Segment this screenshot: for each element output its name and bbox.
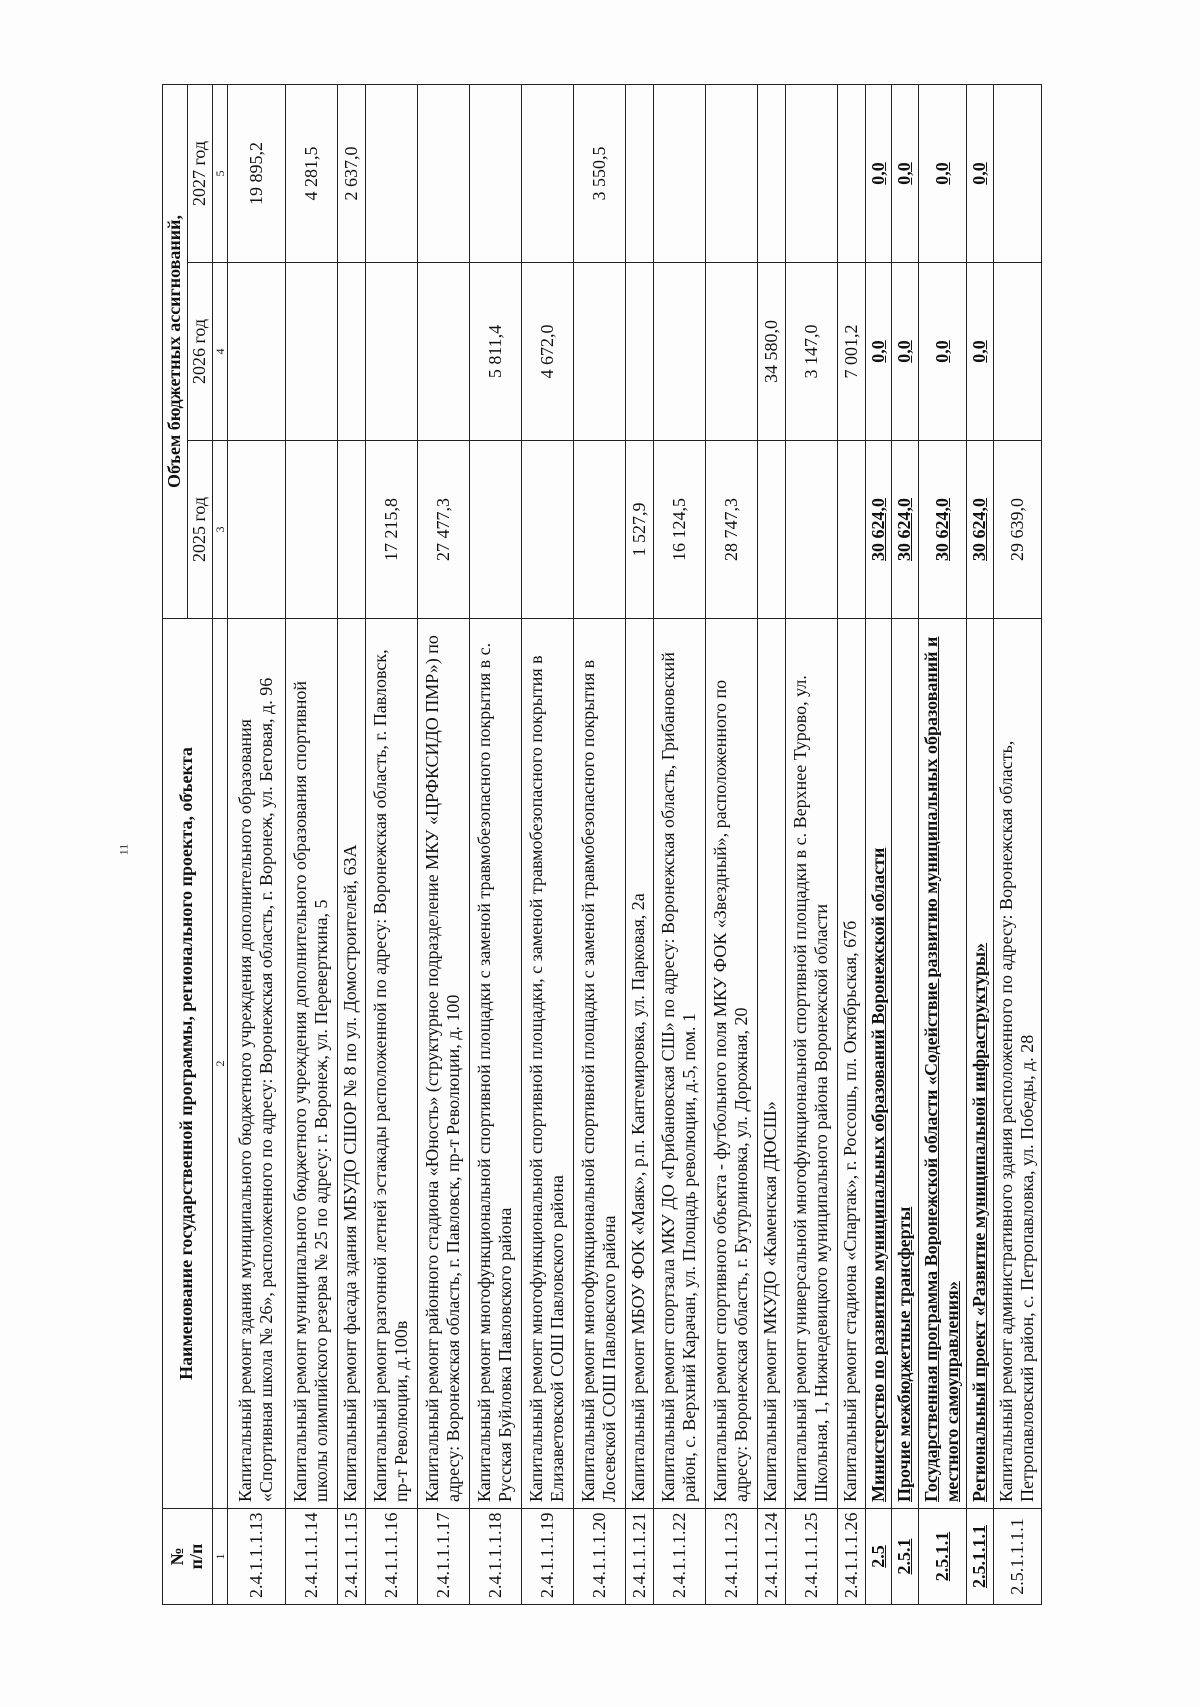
row-name: Капитальный ремонт разгонной летней эстакады расположенной по адресу: Воронежская область, г. Павловск, пр-т Революции, д.100в [365,619,417,1509]
row-number: 2.4.1.1.1.22 [653,1509,705,1605]
row-name: Региональный проект «Развитие муниципальной инфраструктуры» [966,619,993,1509]
row-name: Капитальный ремонт многофункциональной спортивной площадки с заменой травмобезопасного покрытия в с. Русская Буйловка Павловского района [469,619,521,1509]
value-2027: 0,0 [865,85,892,263]
value-2025 [785,441,837,619]
row-name: Государственная программа Воронежской области «Содействие развитию муниципальных образований и местного самоуправления» [918,619,966,1509]
table-row [865,85,892,1605]
table-row [993,85,1041,1605]
row-name: Капитальный ремонт стадиона «Спартак», г. Россошь, пл. Октябрьская, 67б [837,619,865,1509]
row-number: 2.5.1.1 [918,1509,966,1605]
value-2026 [653,263,705,441]
table-row [785,85,837,1605]
value-2026: 0,0 [966,263,993,441]
value-2025 [337,441,365,619]
value-2025 [757,441,785,619]
value-2026 [417,263,469,441]
header-year-2025: 2025 год [187,441,212,619]
table-row [521,85,573,1605]
header-year-2026: 2026 год [187,263,212,441]
table-row [285,85,337,1605]
value-2025 [521,441,573,619]
value-2025: 16 124,5 [653,441,705,619]
value-2027: 0,0 [918,85,966,263]
row-number: 2.4.1.1.1.18 [469,1509,521,1605]
value-2025: 30 624,0 [918,441,966,619]
value-2025: 30 624,0 [966,441,993,619]
row-number: 2.5.1.1.1 [966,1509,993,1605]
value-2025: 17 215,8 [365,441,417,619]
value-2027 [625,85,653,263]
table-row [705,85,757,1605]
value-2027 [417,85,469,263]
value-2025: 30 624,0 [865,441,892,619]
value-2026 [573,263,625,441]
value-2027 [365,85,417,263]
row-name: Министерство по развитию муниципальных образований Воронежской области [865,619,892,1509]
header-num: № п/п [163,1509,213,1605]
row-number: 2.4.1.1.1.21 [625,1509,653,1605]
value-2025 [285,441,337,619]
row-name: Капитальный ремонт муниципального бюджетного учреждения дополнительного образования спортивной школы олимпийского резерва № 25 по адресу: г. Воронеж, ул. Переверткина, 5 [285,619,337,1509]
value-2026: 34 580,0 [757,263,785,441]
value-2026 [227,263,285,441]
value-2026 [705,263,757,441]
page-number: 11 [116,843,131,856]
table-row [227,85,285,1605]
table-row [365,85,417,1605]
row-name: Капитальный ремонт МБОУ ФОК «Маяк», р.п. Кантемировка, ул. Парковая, 2а [625,619,653,1509]
row-name: Прочие межбюджетные трансферты [892,619,919,1509]
value-2026: 4 672,0 [521,263,573,441]
value-2027: 3 550,5 [573,85,625,263]
value-2026 [365,263,417,441]
table-row [469,85,521,1605]
column-index: 2 [212,619,227,1509]
row-number: 2.5.1.1.1.1 [993,1509,1041,1605]
row-number: 2.4.1.1.1.26 [837,1509,865,1605]
budget-table [162,84,1042,1605]
value-2027 [757,85,785,263]
row-name: Капитальный ремонт спортивного объекта - футбольного поля МКУ ФОК «Звездный», расположенного по адресу: Воронежская область, г. Бутурлиновка, ул. Дорожная, 20 [705,619,757,1509]
value-2025: 1 527,9 [625,441,653,619]
table-row [892,85,919,1605]
row-number: 2.4.1.1.1.13 [227,1509,285,1605]
value-2026: 3 147,0 [785,263,837,441]
row-name: Капитальный ремонт здания муниципального бюджетного учреждения дополнительного образования «Спортивная школа № 26», расположенного по адресу: Воронежская область, г. Воронеж, ул. Беговая, д. 96 [227,619,285,1509]
value-2027: 0,0 [892,85,919,263]
column-index: 4 [212,263,227,441]
value-2025 [227,441,285,619]
table-row [757,85,785,1605]
header-name: Наименование государственной программы, регионального проекта, объекта [163,619,213,1509]
row-name: Капитальный ремонт МКУДО «Каменская ДЮСШ» [757,619,785,1509]
value-2026 [337,263,365,441]
row-number: 2.4.1.1.1.14 [285,1509,337,1605]
table-row [918,85,966,1605]
value-2026 [285,263,337,441]
row-number: 2.4.1.1.1.19 [521,1509,573,1605]
row-number: 2.4.1.1.1.23 [705,1509,757,1605]
row-name: Капитальный ремонт спортзала МКУ ДО «Грибановская СШ» по адресу: Воронежская область, Грибановский район, с. Верхний Карачан, ул. Площадь революции, д.5, пом. 1 [653,619,705,1509]
value-2027 [785,85,837,263]
column-index: 3 [212,441,227,619]
value-2027 [521,85,573,263]
value-2026 [993,263,1041,441]
row-name: Капитальный ремонт универсальной многофункциональной спортивной площадки в с. Верхнее Турово, ул. Школьная, 1, Нижнедевицкого муниципального района Воронежской области [785,619,837,1509]
table-row [337,85,365,1605]
row-name: Капитальный ремонт районного стадиона «Юность» (структурное подразделение МКУ «ЦРФКСИДО ПМР») по адресу: Воронежская область, г. Павловск, пр-т Революции, д. 100 [417,619,469,1509]
value-2025: 28 747,3 [705,441,757,619]
row-number: 2.4.1.1.1.25 [785,1509,837,1605]
value-2026: 0,0 [865,263,892,441]
value-2027 [469,85,521,263]
value-2025: 30 624,0 [892,441,919,619]
row-number: 2.4.1.1.1.15 [337,1509,365,1605]
rotated-table-wrapper [162,85,1038,1605]
value-2027 [993,85,1041,263]
header-volume: Объем бюджетных ассигнований, [163,85,188,619]
row-number: 2.4.1.1.1.17 [417,1509,469,1605]
row-name: Капитальный ремонт административного здания расположенного по адресу: Воронежская область, Петропавловский район, с. Петропавловка, ул. Победы, д. 28 [993,619,1041,1509]
value-2027 [837,85,865,263]
table-row [417,85,469,1605]
header-year-2027: 2027 год [187,85,212,263]
table-row [966,85,993,1605]
column-index: 5 [212,85,227,263]
table-row [653,85,705,1605]
row-name: Капитальный ремонт многофункциональной спортивной площадки с заменой травмобезопасного покрытия в Лосевской СОШ Павловского района [573,619,625,1509]
value-2025 [573,441,625,619]
row-number: 2.4.1.1.1.24 [757,1509,785,1605]
value-2026: 0,0 [892,263,919,441]
row-number: 2.4.1.1.1.20 [573,1509,625,1605]
row-number: 2.5 [865,1509,892,1605]
value-2026: 5 811,4 [469,263,521,441]
column-index: 1 [212,1509,227,1605]
row-number: 2.4.1.1.1.16 [365,1509,417,1605]
row-name: Капитальный ремонт фасада здания МБУДО СШОР № 8 по ул. Домостроителей, 63А [337,619,365,1509]
value-2025 [837,441,865,619]
value-2026: 7 001,2 [837,263,865,441]
table-row [625,85,653,1605]
table-row [837,85,865,1605]
value-2025 [469,441,521,619]
row-number: 2.5.1 [892,1509,919,1605]
table-row [573,85,625,1605]
value-2026: 0,0 [918,263,966,441]
value-2027: 4 281,5 [285,85,337,263]
value-2025: 29 639,0 [993,441,1041,619]
value-2027: 2 637,0 [337,85,365,263]
value-2027: 0,0 [966,85,993,263]
table-body [227,85,1041,1605]
value-2027 [705,85,757,263]
value-2026 [625,263,653,441]
value-2027 [653,85,705,263]
value-2027: 19 895,2 [227,85,285,263]
value-2025: 27 477,3 [417,441,469,619]
row-name: Капитальный ремонт многофункциональной спортивной площадки, с заменой травмобезопасного покрытия в Елизаветовской СОШ Павловского района [521,619,573,1509]
